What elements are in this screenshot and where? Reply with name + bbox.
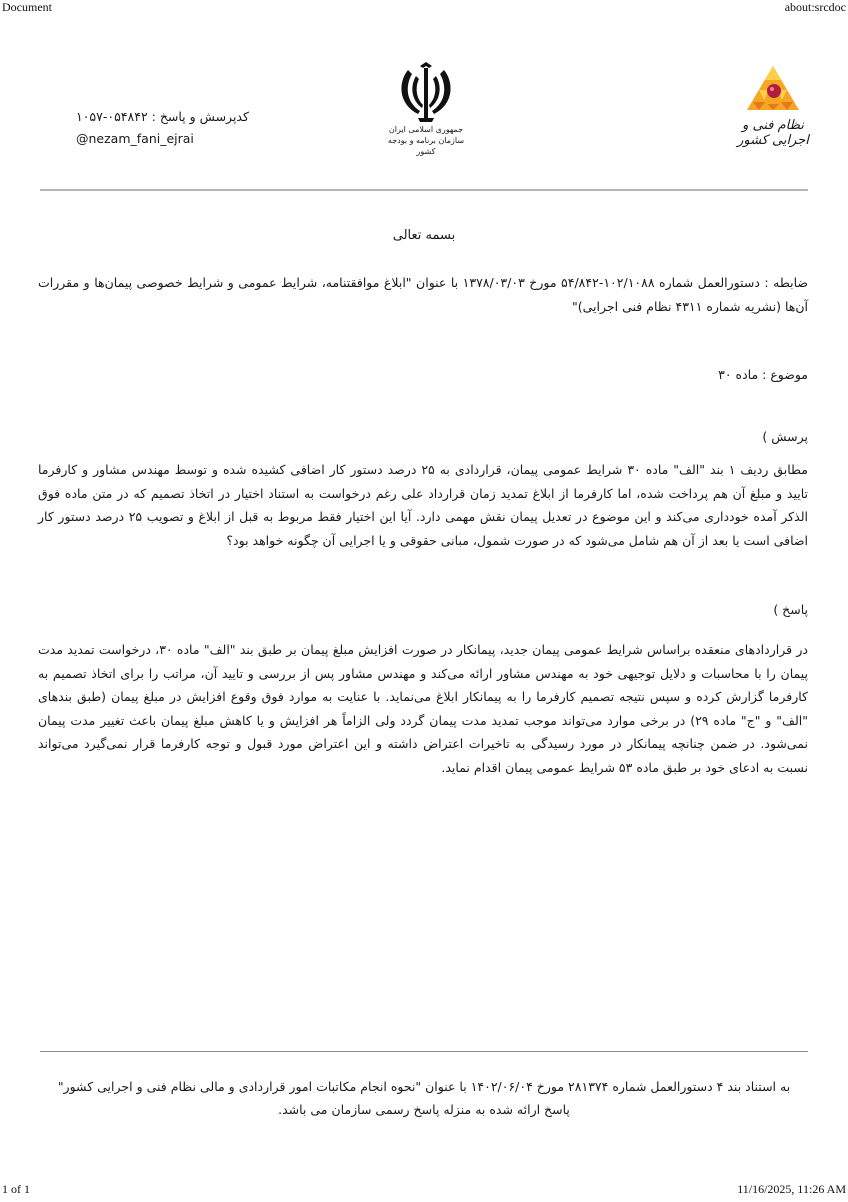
contact-handle: @nezam_fani_ejrai xyxy=(76,131,194,146)
page-count: 1 of 1 xyxy=(2,1182,30,1196)
footer-divider xyxy=(40,1051,808,1052)
document-title: بسمه تعالی xyxy=(392,228,456,243)
print-footer xyxy=(0,1182,848,1202)
answer-text: در قراردادهای منعقده براساس شرایط عمومی پیمان جدید، پیمانکار در صورت افزایش مبلغ پیمان بر طبق بند "الف" ماده ۳۰، درخواست تمدید مدت پیمان را با محاسبات و دلایل توجیهی خود به مهندس مشاور ارائه می‌کند و مهندس مشاور پس از بررسی و تایید آن، مراتب را برای اتخاذ تصمیم به کارفرما گزارش کرده و سپس نتیجه تصمیم کارفرما را به پیمانکار ابلاغ می‌نماید. با عنایت به موارد فوق وقوع افزایش در مبلغ پیمان (طبق بندهای "الف" و "ج" ماده ۲۹) در برخی موارد می‌تواند موجب تمدید مدت پیمان گردد ولی الزاماً هر افزایش و یا کاهش مبلغ پیمان باعث تغییر مدت پیمان نمی‌شود. در ضمن چنانچه پیمانکار در مورد رسیدگی به تاخیرات اعتراض داشته و این اعتراض مورد قبول و توجه کارفرما قرار نمی‌گیرد می‌تواند نسبت به ادعای خود بر طبق ماده ۵۳ شرایط عمومی پیمان اقدام نماید. xyxy=(38,642,808,775)
contact-code: کدپرسش و پاسخ : ۰۵۴۸۴۲-۱۰۵۷ xyxy=(76,109,249,124)
contact-info xyxy=(76,106,276,150)
print-header-url: about:srcdoc xyxy=(784,0,846,14)
org-logo-text: نظام فنی و اجرایی کشور xyxy=(737,118,809,148)
emblem-caption-line1: جمهوری اسلامی ایران xyxy=(388,125,464,134)
answer-label: پاسخ ) xyxy=(773,602,808,617)
footnote-line1: به استناد بند ۴ دستورالعمل شماره ۲۸۱۳۷۴ مورخ ۱۴۰۲/۰۶/۰۴ با عنوان "نحوه انجام مکاتبات امور قراردادی و مالی نظام فنی و اجرایی کشور" xyxy=(57,1079,791,1094)
question-text: مطابق ردیف ۱ بند "الف" ماده ۳۰ شرایط عمومی پیمان، قراردادی به ۲۵ درصد دستور کار اضافی کشیده شده و توسط مهندس مشاور و کارفرما تایید و مبلغ آن هم پرداخت شده، اما کارفرما از ابلاغ تمدید زمان قرارداد علی رغم درخواست به استناد اختیار در اتخاذ تصمیم که در متن ماده فوق الذکر آمده خودداری می‌کند و این موضوع در تعدیل پیمان نقش مهمی دارد. آیا این اختیار فقط مربوط به قبل از ابلاغ و تصویب ۲۵ درصد دستور کار اضافی است یا بعد از آن هم شامل می‌شود که در صورت شمول، مبانی حقوقی و یا اجرایی آن چگونه خواهد بود؟ xyxy=(38,462,808,548)
emblem-icon xyxy=(396,62,456,124)
pyramid-logo-icon xyxy=(745,64,801,112)
footnote xyxy=(40,1075,808,1121)
print-header xyxy=(0,0,848,20)
question-label: پرسش ) xyxy=(762,429,808,444)
footnote-line2: پاسخ ارائه شده به منزله پاسخ رسمی سازمان می باشد. xyxy=(278,1102,570,1117)
print-header-title: Document xyxy=(2,0,52,14)
print-datetime: 11/16/2025, 11:26 AM xyxy=(737,1182,846,1196)
regulation-reference: ضابطه : دستورالعمل شماره ۱۰۲/۱۰۸۸-۵۴/۸۴۲ مورخ ۱۳۷۸/۰۳/۰۳ با عنوان "ابلاغ موافقتنامه، شرایط عمومی و شرایط خصوصی پیمان‌ها و مقررات آن‌ها (نشریه شماره ۴۳۱۱ نظام فنی اجرایی)" xyxy=(38,275,808,314)
header-divider xyxy=(40,189,808,191)
iran-emblem-logo xyxy=(378,62,474,162)
subject-line: موضوع : ماده ۳۰ xyxy=(718,367,808,382)
emblem-caption-line2: سازمان برنامه و بودجه کشور xyxy=(387,136,465,156)
nezam-fani-logo xyxy=(728,64,818,154)
